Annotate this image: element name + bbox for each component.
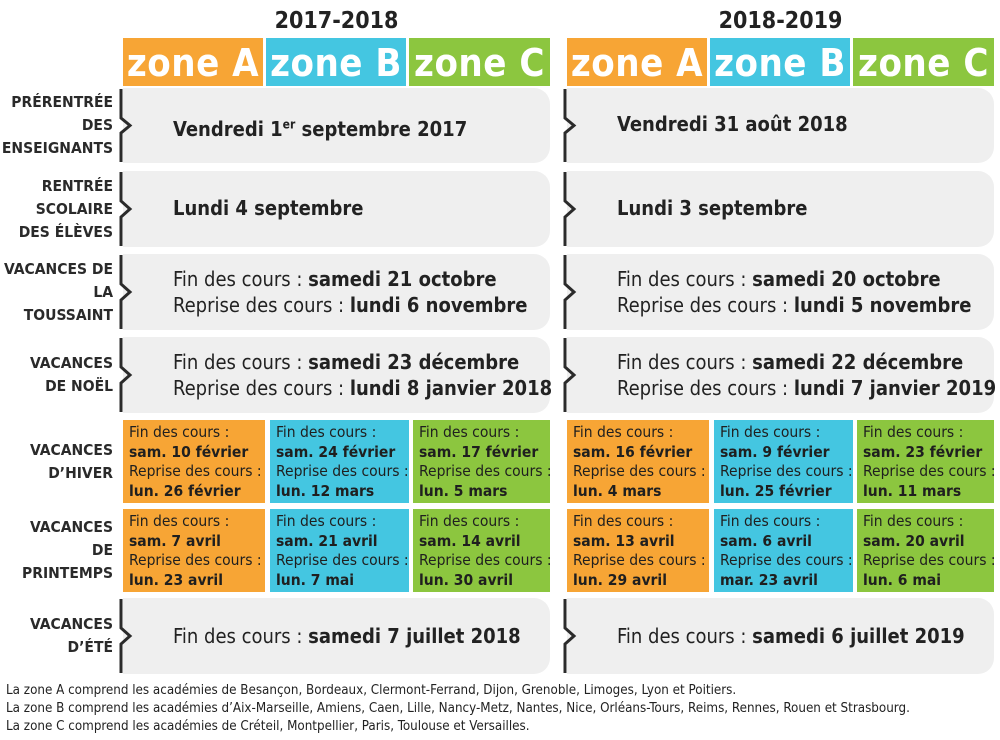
zone-b-header-2018: zone B [710,38,850,86]
bracket-icon [118,598,134,674]
row-label-line: ENSEIGNANTS [1,138,113,157]
ete-2017: Fin des cours : samedi 7 juillet 2018 [173,624,521,648]
printemps-2018-zone-a: Fin des cours : sam. 13 avril Reprise des cours : lun. 29 avril [567,509,709,592]
footer-note-zone-b: La zone B comprend les académies d’Aix-Marseille, Amiens, Caen, Lille, Nancy-Metz, Nantes, Nice, Orléans-Tours, Reims, Rennes, Rouen et Strasbourg. [6,701,910,716]
zone-a-header-2018: zone A [567,38,707,86]
prerentree-2018: Vendredi 31 août 2018 [617,112,848,136]
prerentree-2017: Vendredi 1er septembre 2017 [173,116,468,141]
row-label-line: DES ÉLÈVES [18,222,113,241]
row-label-line: DE NOËL [45,377,113,395]
row-label-toussaint [0,254,113,330]
toussaint-2017: Fin des cours : samedi 21 octobre Reprise des cours : lundi 6 novembre [173,267,528,317]
zone-c-header-2017: zone C [409,38,550,86]
row-label-printemps [0,509,113,592]
bracket-icon [118,171,134,247]
row-label-rentree [0,171,113,247]
row-label-noel [0,337,113,413]
hiver-2018-zone-a: Fin des cours : sam. 16 février Reprise des cours : lun. 4 mars [567,420,709,503]
printemps-2017-zone-a: Fin des cours : sam. 7 avril Reprise des cours : lun. 23 avril [123,509,265,592]
row-label-line: VACANCES DE [4,259,113,278]
hiver-2017-zone-a: Fin des cours : sam. 10 février Reprise des cours : lun. 26 février [123,420,265,503]
row-label-ete [0,598,113,674]
year-title-2017: 2017-2018 [274,8,399,34]
row-label-line: VACANCES [29,440,113,459]
printemps-2018-zone-b: Fin des cours : sam. 6 avril Reprise des cours : mar. 23 avril [714,509,853,592]
bracket-icon [118,337,134,413]
hiver-2018-zone-c: Fin des cours : sam. 23 février Reprise des cours : lun. 11 mars [857,420,994,503]
footer-note-zone-c: La zone C comprend les académies de Créteil, Montpellier, Paris, Toulouse et Versailles. [6,719,530,734]
footer-note-zone-a: La zone A comprend les académies de Besançon, Bordeaux, Clermont-Ferrand, Dijon, Grenoble, Limoges, Lyon et Poitiers. [6,683,737,698]
rentree-2018: Lundi 3 septembre [617,196,808,220]
zone-c-header-2018: zone C [853,38,994,86]
row-label-line: RENTRÉE [41,176,113,195]
hiver-2017-zone-b: Fin des cours : sam. 24 février Reprise des cours : lun. 12 mars [270,420,409,503]
bracket-icon [118,254,134,330]
row-label-line: SCOLAIRE [35,199,113,218]
year-title-2018: 2018-2019 [718,8,843,34]
row-label-line: D’ÉTÉ [67,638,113,656]
row-label-line: VACANCES [29,354,113,372]
noel-2017: Fin des cours : samedi 23 décembre Reprise des cours : lundi 8 janvier 2018 [173,350,553,400]
row-label-line: VACANCES [29,615,113,633]
row-label-hiver [0,420,113,503]
row-label-line: D’HIVER [48,463,113,482]
hiver-2018-zone-b: Fin des cours : sam. 9 février Reprise des cours : lun. 25 février [714,420,853,503]
row-label-line: PRÉRENTRÉE [11,92,113,111]
row-label-line: VACANCES [29,518,113,536]
bracket-icon [562,337,578,413]
row-label-line: DES [81,115,113,134]
row-label-line: DE PRINTEMPS [22,541,113,582]
bracket-icon [118,88,134,163]
ete-2018: Fin des cours : samedi 6 juillet 2019 [617,624,965,648]
zone-a-header-2017: zone A [123,38,263,86]
printemps-2017-zone-b: Fin des cours : sam. 21 avril Reprise des cours : lun. 7 mai [270,509,409,592]
bracket-icon [562,254,578,330]
bracket-icon [562,171,578,247]
zone-b-header-2017: zone B [266,38,406,86]
rentree-2017: Lundi 4 septembre [173,196,364,220]
noel-2018: Fin des cours : samedi 22 décembre Reprise des cours : lundi 7 janvier 2019 [617,350,997,400]
row-label-line: LA TOUSSAINT [23,282,113,324]
printemps-2018-zone-c: Fin des cours : sam. 20 avril Reprise des cours : lun. 6 mai [857,509,994,592]
printemps-2017-zone-c: Fin des cours : sam. 14 avril Reprise des cours : lun. 30 avril [413,509,550,592]
hiver-2017-zone-c: Fin des cours : sam. 17 février Reprise des cours : lun. 5 mars [413,420,550,503]
toussaint-2018: Fin des cours : samedi 20 octobre Reprise des cours : lundi 5 novembre [617,267,972,317]
row-label-prerentree [0,88,113,162]
bracket-icon [562,88,578,163]
bracket-icon [562,598,578,674]
